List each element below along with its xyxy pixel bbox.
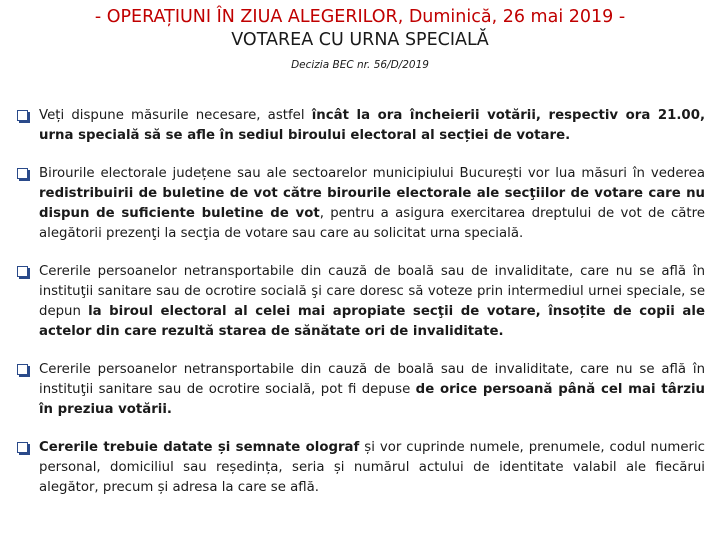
square-bullet-icon [17, 110, 28, 121]
title-line-2: VOTAREA CU URNA SPECIALĂ [231, 30, 489, 50]
bullet-text: și vor cuprinde numele, prenumele, codul numeric personal, domiciliul sau reședința, seria și numărul actului de identitate valabil ale fiecărui alegător, precum și adresa la care se află. [39, 440, 705, 495]
bullet-bold-text: de orice persoană până cel mai târziu în preziua votării. [39, 382, 705, 417]
square-bullet-icon [17, 168, 28, 179]
title-line-1: - OPERAȚIUNI ÎN ZIUA ALEGERILOR, Duminică, 26 mai 2019 - [94, 7, 626, 27]
bullet-item [15, 262, 705, 342]
bullet-text: , pentru a asigura exercitarea dreptului de vot de către alegătorii prezenţi la secţia de votare sau care au solicitat urna specială. [39, 206, 705, 241]
square-bullet-icon [17, 266, 28, 277]
page-title [20, 6, 700, 52]
bullet-bold-text: Cererile trebuie datate și semnate olograf [39, 440, 360, 455]
bullet-bold-text: încât la ora încheierii votării, respectiv ora 21.00, urna specială să se afle în sediul biroului electoral al secției de votare. [39, 108, 705, 143]
bullet-item [15, 438, 705, 498]
bullet-text: Birourile electorale județene sau ale sectoarelor municipiului București vor lua măsuri în vederea [39, 166, 705, 181]
bullet-list [15, 106, 705, 516]
bullet-item [15, 164, 705, 244]
bullet-item [15, 360, 705, 420]
bullet-bold-text: redistribuirii de buletine de vot către birourile electorale ale secţiilor de votare care nu dispun de suficiente buletine de vot [39, 186, 705, 221]
square-bullet-icon [17, 364, 28, 375]
bullet-text: Veți dispune măsurile necesare, astfel [39, 108, 312, 123]
square-bullet-icon [17, 442, 28, 453]
bullet-text: Cererile persoanelor netransportabile din cauză de boală sau de invaliditate, care nu se află în instituţii sanitare sau de ocrotire socială, pot fi depuse [39, 362, 705, 397]
bullet-item [15, 106, 705, 146]
bullet-text: Cererile persoanelor netransportabile din cauză de boală sau de invaliditate, care nu se află în instituţii sanitare sau de ocrotire socială şi care doresc să voteze prin intermediul urnei speciale, se depun [39, 264, 705, 319]
decision-reference: Decizia BEC nr. 56/D/2019 [291, 59, 429, 71]
bullet-bold-text: la biroul electoral al celei mai apropiate secţii de votare, însoțite de copii ale actelor din care rezultă starea de sănătate ori de invaliditate. [39, 304, 705, 339]
